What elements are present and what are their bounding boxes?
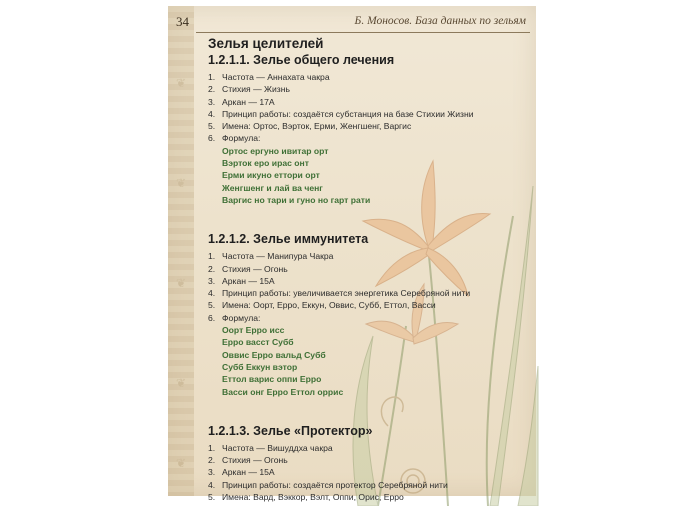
item-number: 6.: [208, 133, 216, 144]
item-number: 6.: [208, 312, 216, 323]
item-number: 5.: [208, 492, 216, 503]
section-immunity: [208, 232, 528, 398]
item-text: Аркан — 15А: [222, 275, 275, 286]
section-general-healing: [208, 53, 528, 206]
item-text: Стихия — Жизнь: [222, 84, 290, 95]
item-number: 2.: [208, 84, 216, 95]
formula-line: Оорт Ерро исс: [222, 325, 285, 336]
item-number: 2.: [208, 263, 216, 274]
list-item: [208, 287, 528, 299]
ornament-icon: ❦: [175, 456, 187, 470]
item-text: Имена: Ортос, Вэрток, Ерми, Женгшенг, Варгис: [222, 121, 412, 132]
list-item: [208, 491, 528, 503]
page-number: 34: [176, 14, 189, 29]
item-text: Имена: Оорт, Ерро, Еккун, Оввис, Субб, Еттол, Васси: [222, 300, 436, 311]
formula-line: Еттол варис оппи Ерро: [222, 374, 322, 385]
item-text: Принцип работы: создаётся протектор Серебряной нити: [222, 479, 448, 490]
item-number: 4.: [208, 288, 216, 299]
list-item: [208, 312, 528, 324]
running-title: Б. Моносов. База данных по зельям: [354, 15, 526, 27]
formula-line: Варгис но тари и гуно но гарт рати: [222, 194, 371, 205]
item-number: 5.: [208, 121, 216, 132]
item-text: Принцип работы: увеличивается энергетика Серебряной нити: [222, 288, 471, 299]
item-number: 3.: [208, 275, 216, 286]
formula-line: Васси онг Ерро Еттол оррис: [222, 386, 344, 397]
running-header: [168, 12, 536, 32]
formula-line: Субб Еккун вэтор: [222, 361, 298, 372]
list-item: [208, 263, 528, 275]
item-number: 2.: [208, 455, 216, 466]
item-text: Аркан — 15А: [222, 467, 275, 478]
list-item: [208, 466, 528, 478]
ornament-icon: ❦: [175, 176, 187, 190]
item-text: Частота — Вишуддха чакра: [222, 442, 333, 453]
formula-line: Ерми икуно еттори орт: [222, 170, 320, 181]
list-item: [208, 454, 528, 466]
item-text: Формула:: [222, 312, 261, 323]
item-number: 1.: [208, 72, 216, 82]
list-item: [208, 442, 528, 454]
section-protector: [208, 424, 528, 503]
item-text: Принцип работы: создаётся субстанция на базе Стихии Жизни: [222, 108, 474, 119]
item-number: 4.: [208, 479, 216, 490]
list-item: [208, 250, 528, 262]
item-text: Частота — Манипура Чакра: [222, 251, 334, 262]
item-text: Аркан — 17А: [222, 96, 275, 107]
list-item: [208, 479, 528, 491]
item-number: 3.: [208, 96, 216, 107]
item-number: 5.: [208, 300, 216, 311]
item-number: 1.: [208, 442, 216, 453]
book-page: [168, 6, 536, 503]
section-title: 1.2.1.3. Зелье «Протектор»: [208, 423, 373, 438]
section-title: 1.2.1.1. Зелье общего лечения: [208, 53, 395, 67]
ornament-icon: ❦: [175, 276, 187, 290]
formula-line: Оввис Ерро вальд Субб: [222, 349, 326, 360]
ornament-icon: ❦: [175, 376, 187, 390]
formula-line: Женгшенг и лай ва ченг: [222, 182, 323, 193]
item-text: Стихия — Огонь: [222, 455, 288, 466]
item-text: Частота — Аннахата чакра: [222, 72, 330, 82]
list-item: [208, 299, 528, 311]
chapter-title: Зелья целителей: [208, 36, 324, 51]
list-item: [208, 71, 528, 83]
list-item: [208, 120, 528, 132]
list-item: [208, 83, 528, 95]
item-text: Стихия — Огонь: [222, 263, 288, 274]
list-item: [208, 108, 528, 120]
section-title: 1.2.1.2. Зелье иммунитета: [208, 232, 369, 247]
formula-line: Ортос ергуно ивитар орт: [222, 145, 329, 156]
list-item: [208, 96, 528, 108]
item-text: Имена: Вард, Вэккор, Вэлт, Оппи, Орис, Ерро: [222, 492, 404, 503]
item-number: 1.: [208, 251, 216, 262]
item-text: Формула:: [222, 133, 261, 144]
ornament-icon: ❦: [175, 76, 187, 90]
item-number: 3.: [208, 467, 216, 478]
page-content: [208, 36, 528, 503]
item-number: 4.: [208, 108, 216, 119]
list-item: [208, 132, 528, 144]
formula-line: Ерро васст Субб: [222, 337, 294, 348]
header-rule: [196, 32, 530, 33]
decorative-border: [168, 6, 194, 496]
formula-line: Вэрток еро ирас онт: [222, 158, 309, 169]
list-item: [208, 275, 528, 287]
